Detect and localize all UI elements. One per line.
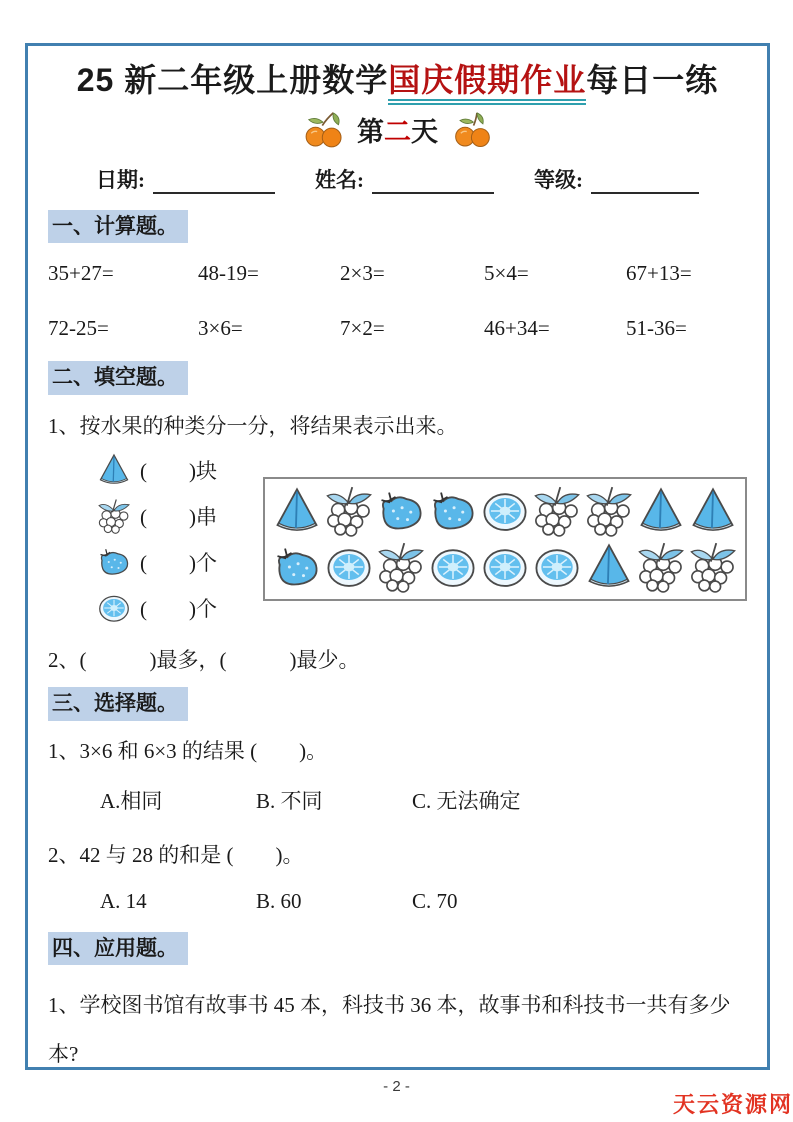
grapes-icon [687,540,739,594]
watermelon-icon [583,540,635,594]
legend-row-grapes [96,497,263,535]
kiwi-icon [323,540,375,594]
section-header-choice: 三、选择题。 [48,687,188,720]
kiwi-icon [531,540,583,594]
watermelon-icon [687,484,739,538]
watermelon-icon [271,484,323,538]
legend-row-watermelon [96,451,263,489]
strawberry-icon [96,544,132,580]
title-highlight: 国庆假期作业 [388,62,586,105]
day-number: 二 [384,116,411,147]
section-header-fill-in: 二、填空题。 [48,361,188,394]
fruit-legend [48,451,263,627]
grade-blank-line [591,170,699,194]
grapes-icon [96,498,132,534]
fruit-picture-box [263,477,747,601]
day-label [357,110,438,149]
calc-problem: 7×2= [340,316,385,341]
page-border-frame [25,43,770,1070]
kiwi-icon [479,540,531,594]
strawberry-icon [427,484,479,538]
kiwi-icon [96,590,132,626]
section-header-word-problem: 四、应用题。 [48,932,188,965]
date-blank-line [153,170,275,194]
grade-field [534,164,699,194]
watermelon-icon [635,484,687,538]
option-b: B. 不同 [256,788,323,813]
site-watermark: 天云资源网 [672,1092,793,1117]
grapes-icon [375,540,427,594]
option-a: A.相同 [100,788,163,813]
legend-blank-grapes: ( )串 [140,505,217,530]
page-number: - 2 - [383,1078,410,1095]
legend-blank-strawberry: ( )个 [140,551,217,576]
legend-blank-watermelon: ( )块 [140,459,217,484]
calc-problem: 35+27= [48,261,114,286]
tangerine-icon [448,109,494,149]
kiwi-icon [427,540,479,594]
calc-problem: 2×3= [340,261,385,286]
title-suffix: 每日一练 [586,62,719,98]
legend-row-kiwi [96,589,263,627]
fruit-sorting-exercise [48,451,747,627]
choice-q1-options [48,785,747,815]
day-suffix: 天 [411,116,438,147]
info-row [48,164,747,194]
calc-problem: 3×6= [198,316,243,341]
watermelon-icon [96,452,132,488]
option-c: C. 70 [412,888,458,913]
grapes-icon [583,484,635,538]
name-blank-line [372,170,494,194]
grade-label: 等级: [534,168,583,192]
grapes-icon [323,484,375,538]
name-label: 姓名: [315,168,364,192]
date-label: 日期: [96,168,145,192]
option-b: B. 60 [256,888,302,913]
calc-row [48,316,747,341]
choice-question-2: 2、42 与 28 的和是 ( )。 [48,842,304,867]
fill-question-1: 1、按水果的种类分一分，将结果表示出来。 [48,413,458,438]
calc-row [48,261,747,286]
calc-problem: 51-36= [626,316,687,341]
strawberry-icon [271,540,323,594]
day-prefix: 第 [357,116,384,147]
choice-question-1: 1、3×6 和 6×3 的结果 ( )。 [48,738,328,763]
tangerine-icon [301,109,347,149]
page-title [48,60,747,100]
date-field [96,164,275,194]
kiwi-icon [479,484,531,538]
grapes-icon [531,484,583,538]
grapes-icon [635,540,687,594]
legend-blank-kiwi: ( )个 [140,597,217,622]
calc-problem: 48-19= [198,261,259,286]
day-heading [48,106,747,152]
word-problem-1: 1、学校图书馆有故事书 45 本，科技书 36 本，故事书和科技书一共有多少本? [48,993,731,1067]
name-field [315,164,494,194]
fruit-box-row [271,540,739,594]
legend-row-strawberry [96,543,263,581]
calc-problem: 67+13= [626,261,692,286]
option-a: A. 14 [100,888,147,913]
option-c: C. 无法确定 [412,788,521,813]
strawberry-icon [375,484,427,538]
fruit-box-row [271,484,739,538]
choice-q2-options [48,889,747,914]
calc-problem: 72-25= [48,316,109,341]
fill-question-2: 2、( )最多，( )最少。 [48,648,360,673]
calc-problem: 5×4= [484,261,529,286]
calc-problem: 46+34= [484,316,550,341]
title-prefix: 25 新二年级上册数学 [76,62,389,98]
calc-grid [48,261,747,341]
section-header-calculation: 一、计算题。 [48,210,188,243]
